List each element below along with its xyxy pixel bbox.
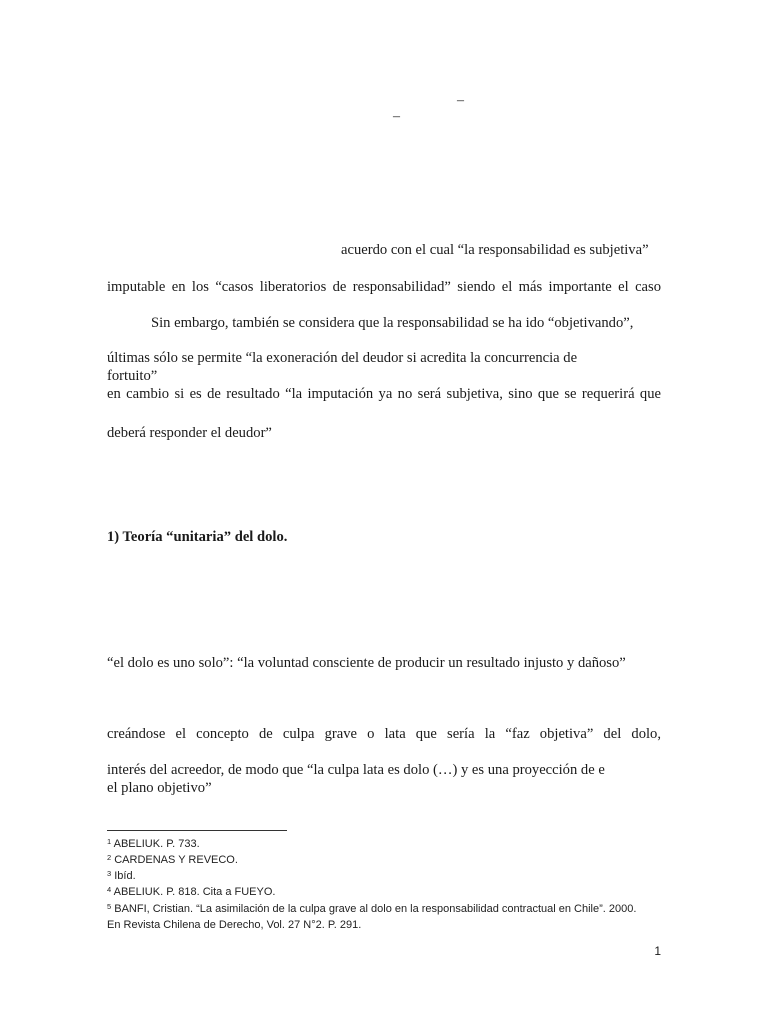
footnote-3: [107, 869, 136, 884]
footnote-text: ABELIUK. P. 818. Cita a FUEYO.: [113, 886, 276, 898]
body-line-8: “el dolo es uno solo”: “la voluntad consciente de producir un resultado injusto y dañoso”: [107, 655, 626, 671]
footnote-4: [107, 885, 275, 900]
footnote-separator: [107, 830, 287, 831]
body-line-11: el plano objetivo”: [107, 780, 212, 796]
body-line-10: interés del acreedor, de modo que “la culpa lata es dolo (…) y es una proyección de e: [107, 762, 605, 778]
body-line-1: acuerdo con el cual “la responsabilidad es subjetiva”: [341, 242, 649, 258]
body-line-9: creándose el concepto de culpa grave o lata que sería la “faz objetiva” del dolo,: [107, 726, 661, 742]
footnote-number: 3: [107, 869, 112, 878]
footnote-1: [107, 837, 200, 852]
body-line-7: deberá responder el deudor”: [107, 425, 272, 441]
body-line-5: fortuito”: [107, 368, 158, 384]
footnote-text: BANFI, Cristian. “La asimilación de la culpa grave al dolo en la responsabilidad contractual en Chile”. 2000.: [114, 903, 637, 915]
footnote-number: 2: [107, 853, 112, 862]
footnote-text: CARDENAS Y REVECO.: [114, 854, 238, 866]
header-dash-1: –: [457, 93, 464, 108]
footnote-2: [107, 853, 238, 868]
body-line-4: últimas sólo se permite “la exoneración del deudor si acredita la concurrencia de: [107, 350, 578, 366]
footnote-text: En Revista Chilena de Derecho, Vol. 27 N°2. P. 291.: [107, 919, 362, 931]
body-line-2: imputable en los “casos liberatorios de responsabilidad” siendo el más importante el caso: [107, 279, 661, 295]
footnote-number: 1: [107, 837, 112, 846]
header-dash-2: –: [393, 109, 400, 124]
section-heading: 1) Teoría “unitaria” del dolo.: [107, 529, 288, 545]
footnote-text: Ibíd.: [114, 870, 136, 882]
footnote-5: [107, 902, 636, 917]
footnote-number: 4: [107, 885, 112, 894]
body-line-3: Sin embargo, también se considera que la responsabilidad se ha ido “objetivando”,: [151, 315, 634, 331]
footnote-5-continuation: [107, 918, 361, 933]
page-number: 1: [654, 944, 661, 958]
body-line-6: en cambio si es de resultado “la imputación ya no será subjetiva, sino que se requerirá que: [107, 386, 661, 402]
footnote-text: ABELIUK. P. 733.: [113, 838, 200, 850]
footnote-number: 5: [107, 902, 112, 911]
